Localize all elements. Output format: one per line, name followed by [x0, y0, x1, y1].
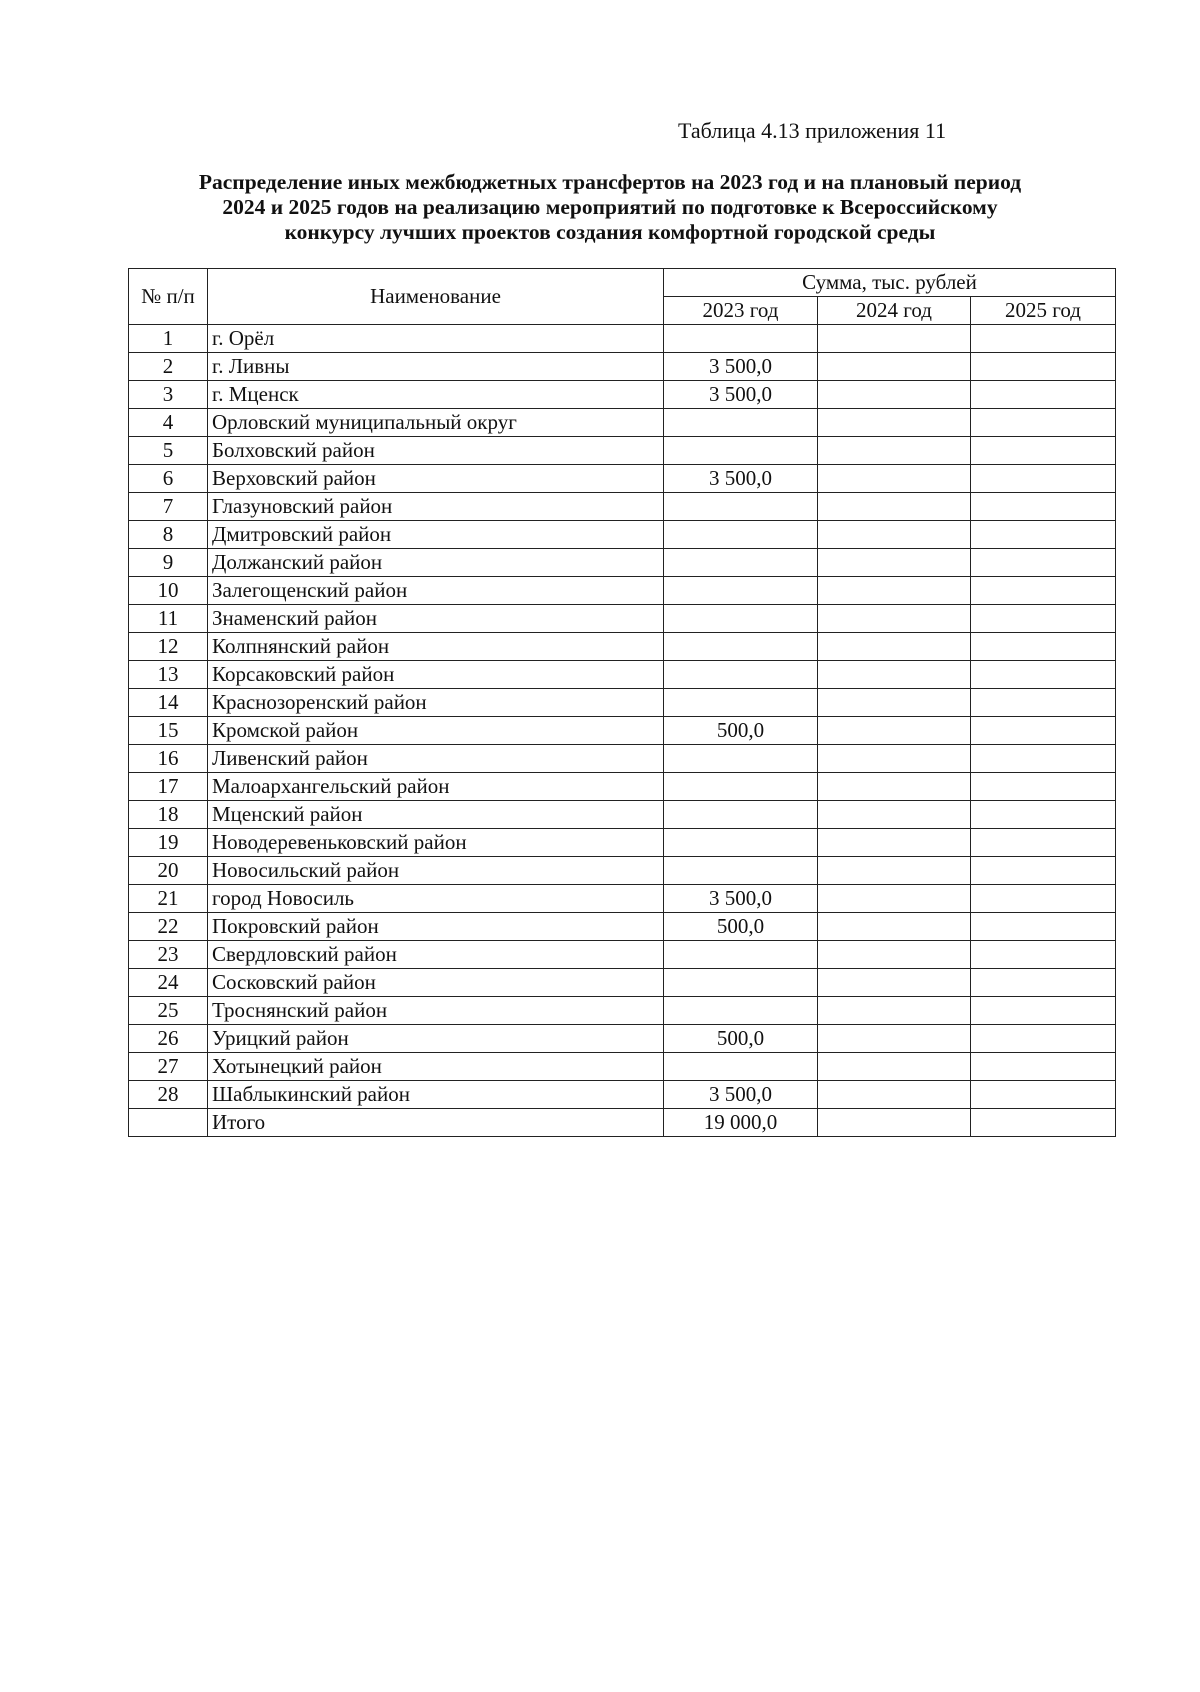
row-value-2024: [818, 941, 971, 969]
row-value-2024: [818, 1053, 971, 1081]
row-name: Верховский район: [208, 465, 664, 493]
row-value-2025: [971, 717, 1116, 745]
table-row: [129, 745, 1116, 773]
row-value-2025: [971, 493, 1116, 521]
row-value-2023: 3 500,0: [664, 1081, 818, 1109]
row-number: 27: [129, 1053, 208, 1081]
table-row: [129, 997, 1116, 1025]
row-name: Кромской район: [208, 717, 664, 745]
column-header-sum-group: Сумма, тыс. рублей: [664, 269, 1116, 297]
row-number: 25: [129, 997, 208, 1025]
row-value-2024: [818, 661, 971, 689]
table-row: [129, 689, 1116, 717]
row-number: 3: [129, 381, 208, 409]
table-row: [129, 801, 1116, 829]
table-row: [129, 549, 1116, 577]
row-value-2023: [664, 689, 818, 717]
header-row: [129, 269, 1116, 297]
row-value-2024: [818, 521, 971, 549]
row-value-2025: [971, 1081, 1116, 1109]
row-value-2025: [971, 829, 1116, 857]
row-number: 4: [129, 409, 208, 437]
row-value-2024: [818, 857, 971, 885]
row-value-2025: [971, 521, 1116, 549]
row-value-2024: [818, 437, 971, 465]
row-value-2024: [818, 829, 971, 857]
row-name: Корсаковский район: [208, 661, 664, 689]
table-body: [129, 325, 1116, 1137]
row-value-2023: [664, 605, 818, 633]
row-value-2023: [664, 521, 818, 549]
row-number: 23: [129, 941, 208, 969]
row-name: Шаблыкинский район: [208, 1081, 664, 1109]
row-value-2024: [818, 577, 971, 605]
row-value-2023: [664, 997, 818, 1025]
row-value-2024: [818, 745, 971, 773]
row-value-2023: [664, 801, 818, 829]
row-value-2024: [818, 689, 971, 717]
title-line: конкурсу лучших проектов создания комфортной городской среды: [284, 220, 936, 244]
row-name: Болховский район: [208, 437, 664, 465]
table-row: [129, 325, 1116, 353]
row-value-2025: [971, 885, 1116, 913]
row-number: 13: [129, 661, 208, 689]
row-name: Троснянский район: [208, 997, 664, 1025]
row-value-2024: [818, 633, 971, 661]
row-value-2023: [664, 409, 818, 437]
row-value-2024: [818, 353, 971, 381]
row-name: Свердловский район: [208, 941, 664, 969]
row-value-2025: [971, 577, 1116, 605]
title-line: 2024 и 2025 годов на реализацию мероприятий по подготовке к Всероссийскому: [222, 195, 998, 219]
table-row: [129, 605, 1116, 633]
row-number: 28: [129, 1081, 208, 1109]
table-row: [129, 1053, 1116, 1081]
total-value-2023: 19 000,0: [664, 1109, 818, 1137]
row-number: 16: [129, 745, 208, 773]
row-value-2024: [818, 997, 971, 1025]
row-number: 1: [129, 325, 208, 353]
row-value-2023: 3 500,0: [664, 465, 818, 493]
row-name: Колпнянский район: [208, 633, 664, 661]
table-row: [129, 633, 1116, 661]
table-row: [129, 717, 1116, 745]
row-value-2024: [818, 1081, 971, 1109]
column-header-2024: 2024 год: [818, 297, 971, 325]
row-name: Глазуновский район: [208, 493, 664, 521]
row-number: 11: [129, 605, 208, 633]
row-name: Ливенский район: [208, 745, 664, 773]
row-value-2023: [664, 857, 818, 885]
allocation-table: [128, 268, 1116, 1137]
title-line: Распределение иных межбюджетных трансфертов на 2023 год и на плановый период: [198, 170, 1022, 194]
row-value-2023: 3 500,0: [664, 381, 818, 409]
table-row: [129, 493, 1116, 521]
row-value-2024: [818, 465, 971, 493]
row-value-2023: [664, 493, 818, 521]
table-row: [129, 829, 1116, 857]
row-number: 19: [129, 829, 208, 857]
row-name: Хотынецкий район: [208, 1053, 664, 1081]
row-number: 26: [129, 1025, 208, 1053]
table-row: [129, 381, 1116, 409]
table-row: [129, 521, 1116, 549]
row-value-2025: [971, 605, 1116, 633]
total-row: [129, 1109, 1116, 1137]
row-value-2025: [971, 857, 1116, 885]
row-value-2025: [971, 745, 1116, 773]
row-name: Знаменский район: [208, 605, 664, 633]
row-number: 21: [129, 885, 208, 913]
table-row: [129, 577, 1116, 605]
row-number: 2: [129, 353, 208, 381]
row-value-2024: [818, 493, 971, 521]
row-value-2024: [818, 381, 971, 409]
table-row: [129, 1081, 1116, 1109]
table-header: [129, 269, 1116, 325]
row-number: 24: [129, 969, 208, 997]
document-title: [130, 170, 1090, 245]
row-value-2024: [818, 549, 971, 577]
row-value-2023: 500,0: [664, 1025, 818, 1053]
row-name: Новосильский район: [208, 857, 664, 885]
row-value-2024: [818, 801, 971, 829]
table-row: [129, 941, 1116, 969]
row-value-2025: [971, 437, 1116, 465]
table-row: [129, 885, 1116, 913]
table-row: [129, 969, 1116, 997]
table-row: [129, 409, 1116, 437]
total-label: Итого: [208, 1109, 664, 1137]
row-value-2023: [664, 549, 818, 577]
row-value-2025: [971, 465, 1116, 493]
row-number: 17: [129, 773, 208, 801]
table-reference: Таблица 4.13 приложения 11: [678, 118, 947, 143]
row-name: г. Мценск: [208, 381, 664, 409]
row-value-2023: [664, 941, 818, 969]
row-name: Покровский район: [208, 913, 664, 941]
row-name: город Новосиль: [208, 885, 664, 913]
row-value-2023: [664, 325, 818, 353]
table-row: [129, 913, 1116, 941]
row-value-2024: [818, 409, 971, 437]
row-number: 9: [129, 549, 208, 577]
row-name: Урицкий район: [208, 1025, 664, 1053]
row-value-2023: [664, 661, 818, 689]
row-value-2025: [971, 409, 1116, 437]
row-number: 18: [129, 801, 208, 829]
row-number: 5: [129, 437, 208, 465]
row-value-2025: [971, 913, 1116, 941]
row-value-2024: [818, 969, 971, 997]
row-value-2025: [971, 941, 1116, 969]
row-number: 7: [129, 493, 208, 521]
row-value-2023: [664, 969, 818, 997]
row-value-2025: [971, 549, 1116, 577]
row-name: Мценский район: [208, 801, 664, 829]
column-header-2023: 2023 год: [664, 297, 818, 325]
row-number: 20: [129, 857, 208, 885]
row-number: 22: [129, 913, 208, 941]
row-value-2025: [971, 689, 1116, 717]
table-row: [129, 661, 1116, 689]
row-value-2024: [818, 773, 971, 801]
row-value-2024: [818, 717, 971, 745]
table-row: [129, 465, 1116, 493]
row-value-2025: [971, 661, 1116, 689]
row-value-2023: [664, 633, 818, 661]
row-value-2023: [664, 577, 818, 605]
row-value-2024: [818, 913, 971, 941]
row-number: 10: [129, 577, 208, 605]
row-value-2023: [664, 437, 818, 465]
row-value-2023: [664, 1053, 818, 1081]
column-header-2025: 2025 год: [971, 297, 1116, 325]
row-value-2025: [971, 1053, 1116, 1081]
row-value-2025: [971, 325, 1116, 353]
row-number: 15: [129, 717, 208, 745]
total-value-2025: [971, 1109, 1116, 1137]
row-name: Новодеревеньковский район: [208, 829, 664, 857]
total-value-2024: [818, 1109, 971, 1137]
row-value-2023: 3 500,0: [664, 885, 818, 913]
table-row: [129, 353, 1116, 381]
row-name: г. Ливны: [208, 353, 664, 381]
row-name: Должанский район: [208, 549, 664, 577]
table-row: [129, 857, 1116, 885]
row-value-2025: [971, 997, 1116, 1025]
row-value-2025: [971, 801, 1116, 829]
row-name: Краснозоренский район: [208, 689, 664, 717]
row-name: Сосковский район: [208, 969, 664, 997]
row-value-2025: [971, 773, 1116, 801]
row-number: 12: [129, 633, 208, 661]
row-value-2023: [664, 745, 818, 773]
row-value-2025: [971, 381, 1116, 409]
row-value-2023: 500,0: [664, 913, 818, 941]
row-value-2023: 500,0: [664, 717, 818, 745]
row-number: 6: [129, 465, 208, 493]
row-name: Орловский муниципальный округ: [208, 409, 664, 437]
row-number: 14: [129, 689, 208, 717]
row-value-2024: [818, 885, 971, 913]
table-row: [129, 437, 1116, 465]
row-value-2025: [971, 633, 1116, 661]
table-row: [129, 1025, 1116, 1053]
row-name: Дмитровский район: [208, 521, 664, 549]
row-name: Малоархангельский район: [208, 773, 664, 801]
row-value-2025: [971, 353, 1116, 381]
row-value-2023: [664, 829, 818, 857]
row-value-2023: [664, 773, 818, 801]
total-number: [129, 1109, 208, 1137]
column-header-number: № п/п: [129, 269, 208, 325]
row-value-2024: [818, 605, 971, 633]
row-value-2023: 3 500,0: [664, 353, 818, 381]
row-number: 8: [129, 521, 208, 549]
row-value-2024: [818, 1025, 971, 1053]
table-row: [129, 773, 1116, 801]
row-name: Залегощенский район: [208, 577, 664, 605]
column-header-name: Наименование: [208, 269, 664, 325]
row-name: г. Орёл: [208, 325, 664, 353]
row-value-2025: [971, 1025, 1116, 1053]
row-value-2024: [818, 325, 971, 353]
row-value-2025: [971, 969, 1116, 997]
